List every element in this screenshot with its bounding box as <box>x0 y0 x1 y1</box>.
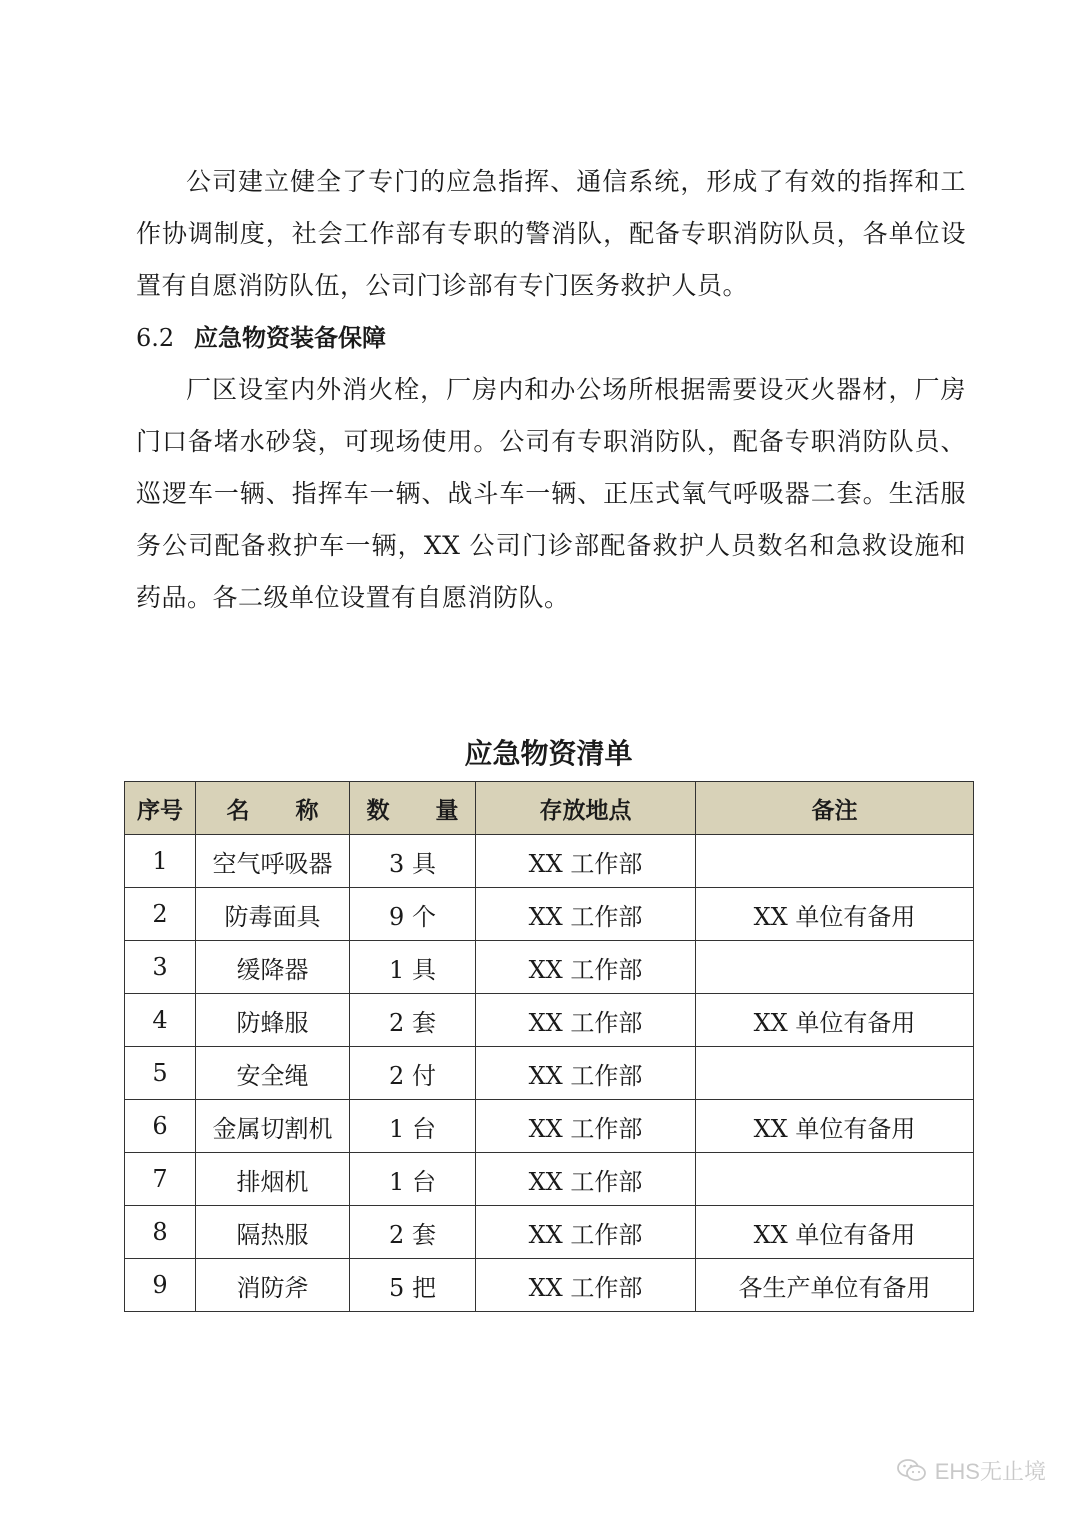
cell-location: XX 工作部 <box>476 1259 696 1312</box>
cell-quantity: 5 把 <box>350 1259 476 1312</box>
section-title: 应急物资装备保障 <box>194 323 386 352</box>
cell-name: 空气呼吸器 <box>196 835 350 888</box>
cell-quantity: 3 具 <box>350 835 476 888</box>
cell-index: 2 <box>125 888 196 941</box>
header-index: 序号 <box>125 782 196 835</box>
table-title: 应急物资清单 <box>464 737 633 770</box>
wechat-icon <box>897 1458 927 1484</box>
table-row <box>125 1206 974 1259</box>
cell-location: XX 工作部 <box>476 835 696 888</box>
equipment-paragraph: 厂区设室内外消火栓，厂房内和办公场所根据需要设灭火器材，厂房门口备堵水砂袋，可现场使用。公司有专职消防队，配备专职消防队员、巡逻车一辆、指挥车一辆、战斗车一辆、正压式氧气呼吸器二套。生活服务公司配备救护车一辆，XX 公司门诊部配备救护人员数名和急救设施和药品。各二级单位设置有自愿消防队。 <box>136 375 966 612</box>
cell-remark: XX 单位有备用 <box>696 994 974 1047</box>
cell-remark: XX 单位有备用 <box>696 1206 974 1259</box>
cell-remark: XX 单位有备用 <box>696 1100 974 1153</box>
watermark-text: EHS无止境 <box>934 1459 1046 1484</box>
cell-quantity: 9 个 <box>350 888 476 941</box>
table-row <box>125 1153 974 1206</box>
cell-location: XX 工作部 <box>476 994 696 1047</box>
cell-location: XX 工作部 <box>476 1153 696 1206</box>
table-row <box>125 1047 974 1100</box>
cell-remark <box>696 1153 974 1206</box>
cell-location: XX 工作部 <box>476 941 696 994</box>
header-location: 存放地点 <box>476 782 696 835</box>
cell-name: 安全绳 <box>196 1047 350 1100</box>
cell-index: 7 <box>125 1153 196 1206</box>
cell-remark: 各生产单位有备用 <box>696 1259 974 1312</box>
cell-index: 6 <box>125 1100 196 1153</box>
header-name: 名 称 <box>196 782 350 835</box>
cell-quantity: 1 台 <box>350 1153 476 1206</box>
section-number: 6.2 <box>136 324 175 352</box>
section-heading <box>136 318 386 358</box>
cell-name: 金属切割机 <box>196 1100 350 1153</box>
cell-index: 5 <box>125 1047 196 1100</box>
cell-remark <box>696 835 974 888</box>
cell-location: XX 工作部 <box>476 1206 696 1259</box>
watermark <box>897 1455 1046 1486</box>
cell-index: 4 <box>125 994 196 1047</box>
supplies-table <box>124 781 974 1312</box>
table-row <box>125 941 974 994</box>
table-row <box>125 1100 974 1153</box>
cell-name: 防毒面具 <box>196 888 350 941</box>
cell-location: XX 工作部 <box>476 1047 696 1100</box>
table-row <box>125 994 974 1047</box>
table-row <box>125 835 974 888</box>
table-row <box>125 1259 974 1312</box>
cell-index: 1 <box>125 835 196 888</box>
cell-name: 消防斧 <box>196 1259 350 1312</box>
cell-remark: XX 单位有备用 <box>696 888 974 941</box>
cell-location: XX 工作部 <box>476 1100 696 1153</box>
cell-name: 缓降器 <box>196 941 350 994</box>
table-row <box>125 888 974 941</box>
cell-name: 防蜂服 <box>196 994 350 1047</box>
cell-remark <box>696 941 974 994</box>
cell-quantity: 2 套 <box>350 1206 476 1259</box>
cell-remark <box>696 1047 974 1100</box>
cell-index: 3 <box>125 941 196 994</box>
cell-quantity: 2 付 <box>350 1047 476 1100</box>
cell-name: 隔热服 <box>196 1206 350 1259</box>
header-quantity: 数 量 <box>350 782 476 835</box>
cell-index: 8 <box>125 1206 196 1259</box>
cell-quantity: 1 具 <box>350 941 476 994</box>
cell-quantity: 2 套 <box>350 994 476 1047</box>
cell-name: 排烟机 <box>196 1153 350 1206</box>
intro-paragraph: 公司建立健全了专门的应急指挥、通信系统，形成了有效的指挥和工作协调制度，社会工作部有专职的警消队，配备专职消防队员，各单位设置有自愿消防队伍，公司门诊部有专门医务救护人员。 <box>136 167 966 300</box>
table-header-row <box>125 782 974 835</box>
cell-quantity: 1 台 <box>350 1100 476 1153</box>
cell-location: XX 工作部 <box>476 888 696 941</box>
header-remark: 备注 <box>696 782 974 835</box>
cell-index: 9 <box>125 1259 196 1312</box>
